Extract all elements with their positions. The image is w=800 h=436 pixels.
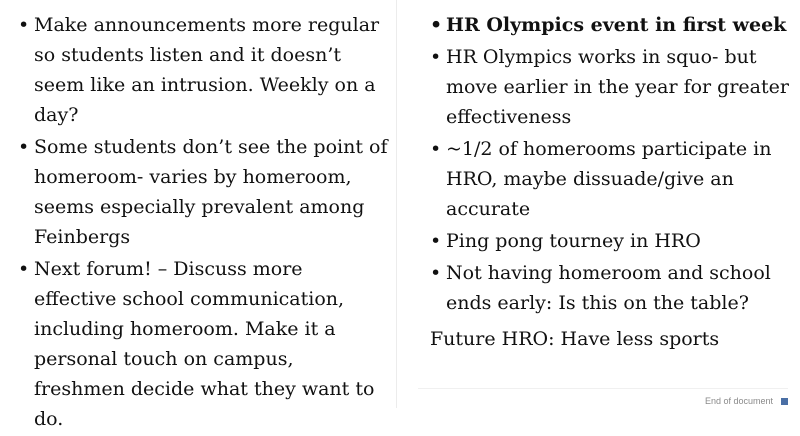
footer-rule <box>418 388 788 389</box>
list-item <box>430 258 790 318</box>
list-item <box>18 10 388 130</box>
bullet-icon: • <box>430 138 442 160</box>
end-of-document-label: End of document <box>704 396 773 406</box>
column-divider <box>396 0 397 408</box>
list-item <box>430 226 790 256</box>
list-item <box>18 132 388 252</box>
bullet-icon: • <box>18 136 30 158</box>
bullet-text: ~1/2 of homerooms participate in HRO, maybe dissuade/give an accurate <box>446 138 772 220</box>
bullet-text: HR Olympics works in squo- but move earlier in the year for greater effectiveness <box>446 46 789 128</box>
bullet-icon: • <box>18 14 30 36</box>
bullet-icon: • <box>430 46 442 68</box>
left-notes-column <box>18 10 388 436</box>
left-bullet-list <box>18 10 388 434</box>
closing-note: Future HRO: Have less sports <box>430 328 720 350</box>
bullet-text: Ping pong tourney in HRO <box>446 230 701 252</box>
document-footer <box>705 396 788 406</box>
list-item <box>430 134 790 224</box>
bullet-icon: • <box>18 258 30 280</box>
bullet-text: Not having homeroom and school ends early: Is this on the table? <box>446 262 771 314</box>
right-bullet-list <box>430 10 790 318</box>
bullet-text: Next forum! – Discuss more effective school communication, including homeroom. Make it a personal touch on campus, freshmen decide what they want to do. <box>34 258 375 430</box>
right-notes-column <box>430 10 790 354</box>
end-marker-icon <box>781 398 788 405</box>
bullet-icon: • <box>430 262 442 284</box>
list-item <box>18 254 388 434</box>
list-item <box>430 42 790 132</box>
bullet-text: Some students don’t see the point of homeroom- varies by homeroom, seems especially prevalent among Feinbergs <box>34 136 388 248</box>
bullet-icon: • <box>430 14 443 36</box>
bullet-text: HR Olympics event in first week <box>446 14 787 36</box>
bullet-icon: • <box>430 230 442 252</box>
list-item <box>430 10 790 40</box>
bullet-text: Make announcements more regular so students listen and it doesn’t seem like an intrusion. Weekly on a day? <box>34 14 380 126</box>
